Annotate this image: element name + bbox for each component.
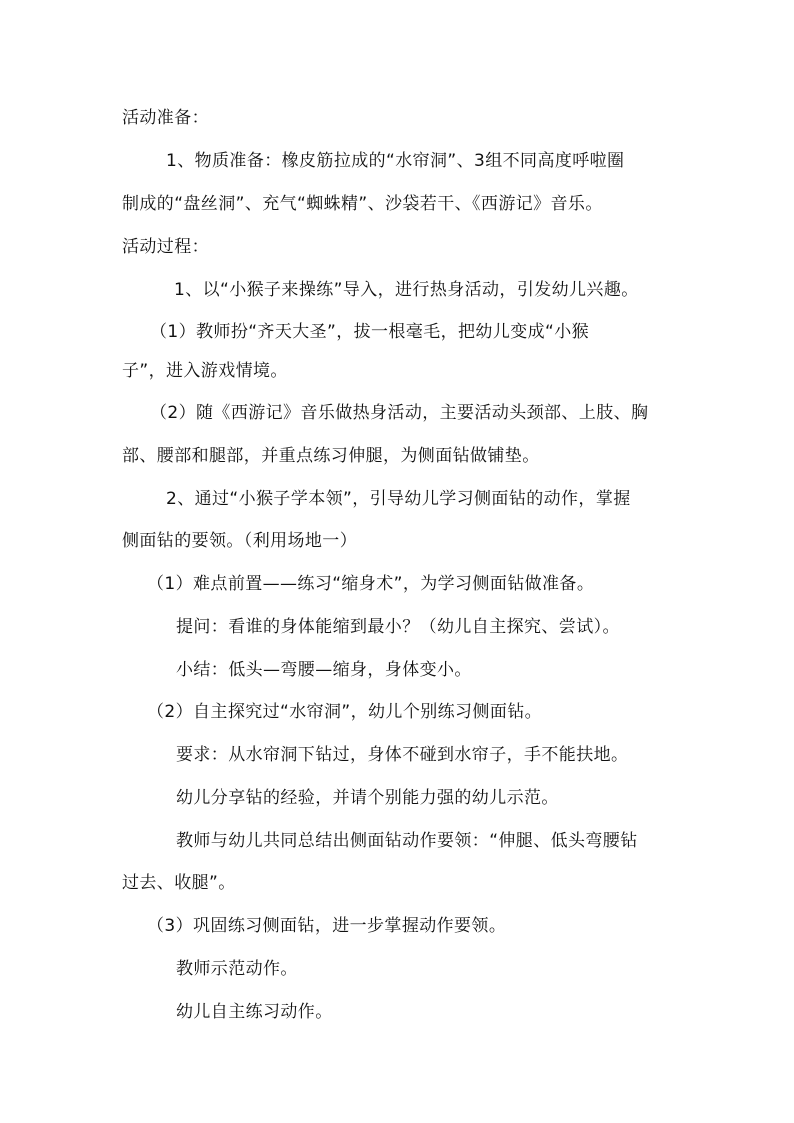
paragraph-line: （1）教师扮“齐天大圣”，拔一根毫毛，把幼儿变成“小猴 bbox=[150, 322, 590, 342]
section-heading-process: 活动过程： bbox=[122, 237, 209, 257]
paragraph-line: 1、物质准备：橡皮筋拉成的“水帘洞”、3组不同高度呼啦圈 bbox=[166, 151, 625, 171]
paragraph-line: 教师示范动作。 bbox=[176, 959, 298, 979]
paragraph-line: 小结：低头—弯腰—缩身，身体变小。 bbox=[176, 660, 472, 680]
paragraph-line: 提问：看谁的身体能缩到最小？（幼儿自主探究、尝试）。 bbox=[176, 617, 620, 637]
paragraph-line: 侧面钻的要领。（利用场地一） bbox=[122, 531, 358, 551]
paragraph-line: 2、通过“小猴子学本领”，引导幼儿学习侧面钻的动作，掌握 bbox=[166, 489, 631, 509]
paragraph-line: 幼儿自主练习动作。 bbox=[176, 1002, 333, 1022]
paragraph-line: 幼儿分享钻的经验，并请个别能力强的幼儿示范。 bbox=[176, 788, 559, 808]
paragraph-line: （1）难点前置——练习“缩身术”，为学习侧面钻做准备。 bbox=[147, 574, 595, 594]
paragraph-line: （2）自主探究过“水帘洞”，幼儿个别练习侧面钻。 bbox=[147, 702, 543, 722]
section-heading-preparation: 活动准备： bbox=[122, 108, 209, 128]
paragraph-line: 过去、收腿”。 bbox=[122, 873, 236, 893]
paragraph-line: 制成的“盘丝洞”、充气“蜘蛛精”、沙袋若干、《西游记》音乐。 bbox=[122, 194, 603, 214]
paragraph-line: 教师与幼儿共同总结出侧面钻动作要领：“伸腿、低头弯腰钻 bbox=[176, 831, 638, 851]
paragraph-line: 子”，进入游戏情境。 bbox=[122, 361, 288, 381]
paragraph-line: （3）巩固练习侧面钻，进一步掌握动作要领。 bbox=[147, 916, 507, 936]
paragraph-line: （2）随《西游记》音乐做热身活动，主要活动头颈部、上肢、胸 bbox=[150, 403, 649, 423]
paragraph-line: 要求：从水帘洞下钻过，身体不碰到水帘子，手不能扶地。 bbox=[176, 745, 629, 765]
paragraph-line: 部、腰部和腿部，并重点练习伸腿，为侧面钻做铺垫。 bbox=[122, 446, 540, 466]
paragraph-line: 1、以“小猴子来操练”导入，进行热身活动，引发幼儿兴趣。 bbox=[174, 280, 639, 300]
